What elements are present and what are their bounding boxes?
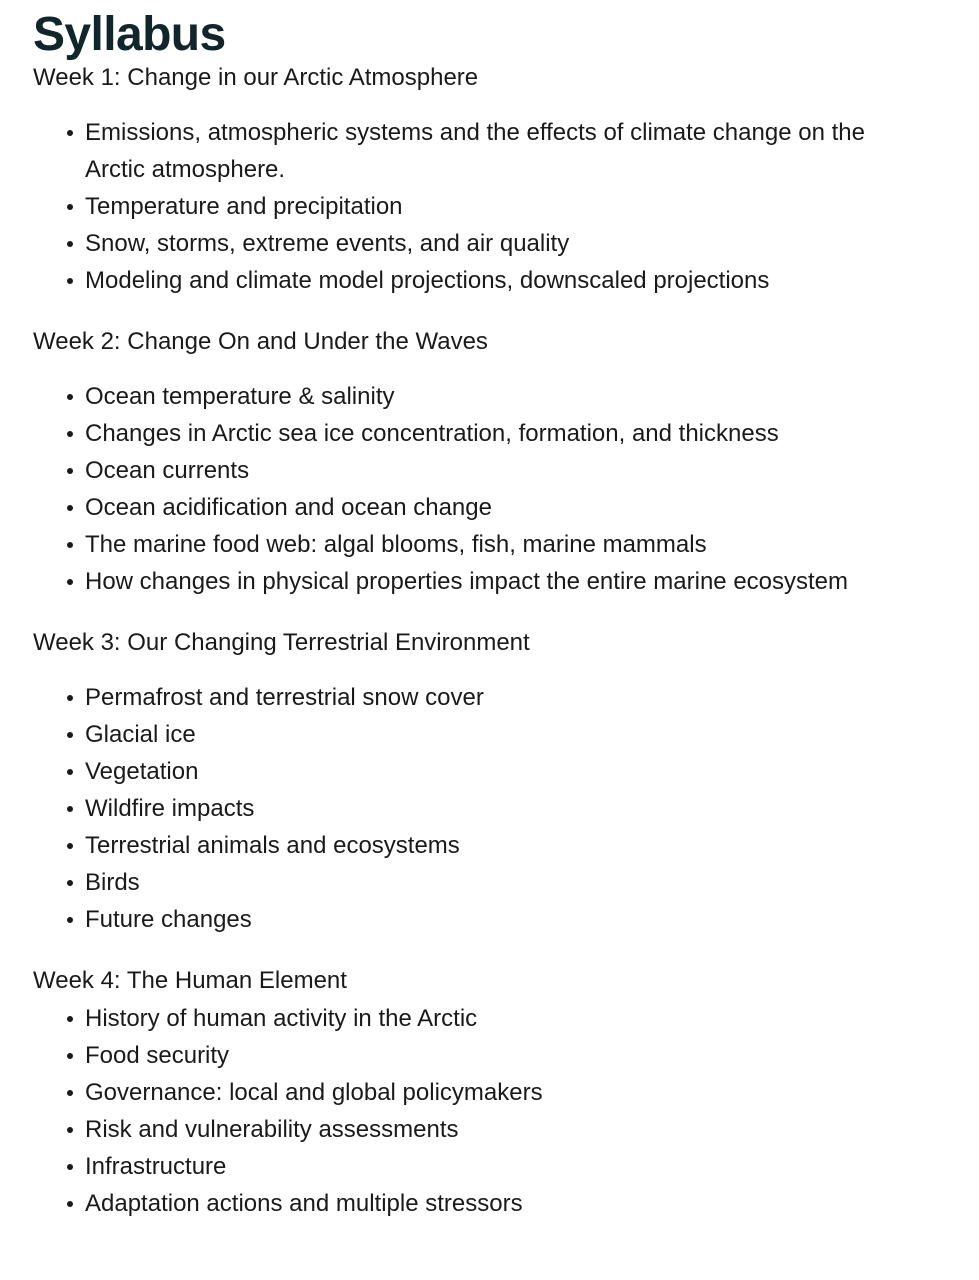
list-item: Ocean currents (33, 452, 945, 489)
week-topic-list-3 (33, 679, 945, 938)
page-title: Syllabus (33, 8, 226, 61)
week-topic-list-4 (33, 1000, 945, 1222)
list-item: Changes in Arctic sea ice concentration, formation, and thickness (33, 415, 945, 452)
week-topic-list-1 (33, 114, 945, 299)
list-item: Birds (33, 864, 945, 901)
list-item: Emissions, atmospheric systems and the effects of climate change on the Arctic atmosphere. (33, 114, 923, 188)
week-section-2 (33, 327, 945, 600)
list-item: Risk and vulnerability assessments (33, 1111, 945, 1148)
week-heading-2: Week 2: Change On and Under the Waves (33, 328, 488, 355)
list-item: Future changes (33, 901, 945, 938)
list-item: Snow, storms, extreme events, and air quality (33, 225, 945, 262)
list-item: Ocean acidification and ocean change (33, 489, 945, 526)
week-section-4 (33, 966, 945, 1222)
list-item: Governance: local and global policymakers (33, 1074, 945, 1111)
list-item: Permafrost and terrestrial snow cover (33, 679, 945, 716)
week-section-3 (33, 628, 945, 938)
list-item: Wildfire impacts (33, 790, 945, 827)
list-item: Infrastructure (33, 1148, 945, 1185)
list-item: How changes in physical properties impact the entire marine ecosystem (33, 563, 945, 600)
week-topic-list-2 (33, 378, 945, 600)
list-item: The marine food web: algal blooms, fish, marine mammals (33, 526, 945, 563)
week-heading-1: Week 1: Change in our Arctic Atmosphere (33, 64, 479, 91)
list-item: History of human activity in the Arctic (33, 1000, 945, 1037)
list-item: Temperature and precipitation (33, 188, 945, 225)
list-item: Modeling and climate model projections, downscaled projections (33, 262, 945, 299)
week-heading-3: Week 3: Our Changing Terrestrial Environment (33, 629, 530, 656)
week-section-1 (33, 63, 945, 299)
list-item: Glacial ice (33, 716, 945, 753)
list-item: Food security (33, 1037, 945, 1074)
list-item: Ocean temperature & salinity (33, 378, 945, 415)
list-item: Vegetation (33, 753, 945, 790)
list-item: Adaptation actions and multiple stressors (33, 1185, 945, 1222)
week-heading-4: Week 4: The Human Element (33, 967, 347, 994)
list-item: Terrestrial animals and ecosystems (33, 827, 945, 864)
